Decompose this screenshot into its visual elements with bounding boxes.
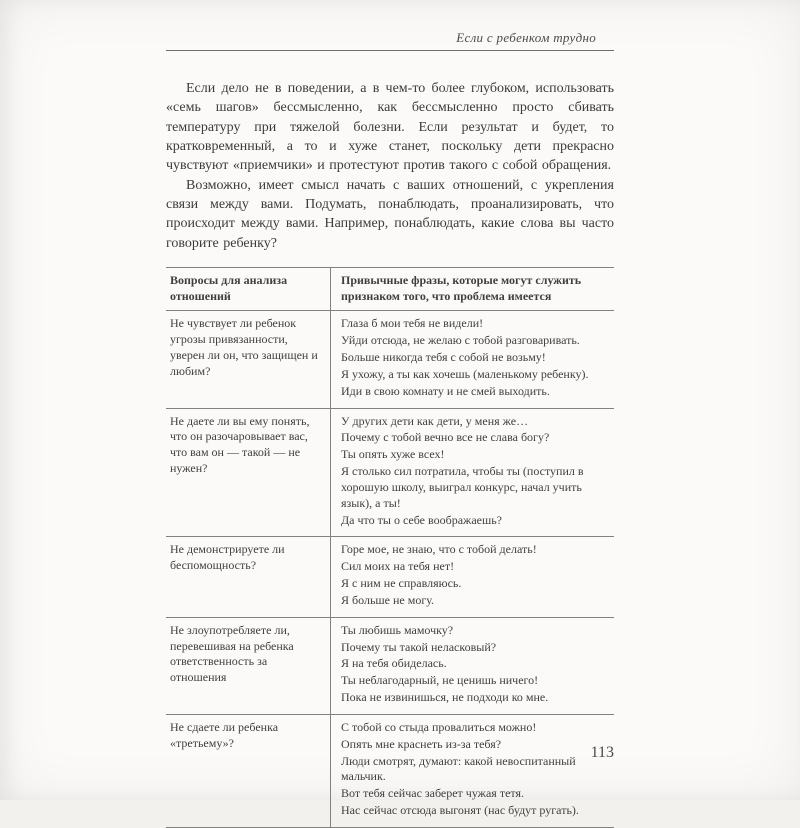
question-cell: Не демонстрируете ли беспомощность? — [166, 537, 331, 617]
phrase-line: Я ухожу, а ты как хочешь (маленькому ребенку). — [341, 366, 589, 381]
phrase-line: Да что ты о себе воображаешь? — [341, 512, 503, 527]
table-row — [166, 537, 614, 617]
phrase-line: Ты неблагодарный, не ценишь ничего! — [341, 673, 539, 688]
phrase-line: Ты любишь мамочку? — [341, 622, 454, 637]
phrase-line: Ты опять хуже всех! — [341, 447, 445, 462]
table-row — [166, 408, 614, 537]
phrase-line: Пока не извинишься, не подходи ко мне. — [341, 690, 549, 705]
phrase-line: Я столько сил потратила, чтобы ты (поступил в хорошую школу, выиграл конкурс, начал учить язык), а ты! — [341, 464, 584, 510]
question-cell: Не злоупотребляете ли, перевешивая на ребенка ответственность за отношения — [166, 617, 331, 714]
phrases-cell — [331, 311, 615, 408]
phrase-line: Почему ты такой неласковый? — [341, 639, 497, 654]
phrase-line: Я на тебя обиделась. — [341, 656, 447, 671]
phrases-cell — [331, 408, 615, 537]
phrase-line: У других дети как дети, у меня же… — [341, 413, 529, 428]
phrase-line: Уйди отсюда, не желаю с тобой разговаривать. — [341, 333, 580, 348]
page-number: 113 — [590, 744, 614, 761]
phrase-line: Нас сейчас отсюда выгонят (нас будут ругать). — [341, 803, 579, 817]
phrases-cell — [331, 617, 615, 714]
phrase-line: Глаза б мои тебя не видели! — [341, 316, 484, 331]
phrase-line: Почему с тобой вечно все не слава богу? — [341, 430, 550, 445]
table-header-phrases: Привычные фразы, которые могут служить признаком того, что проблема имеется — [331, 267, 615, 311]
phrase-line: Опять мне краснеть из-за тебя? — [341, 736, 502, 751]
question-cell: Не даете ли вы ему понять, что он разочаровывает вас, что вам он — такой — не нужен? — [166, 408, 331, 537]
phrase-line: Иди в свою комнату и не смей выходить. — [341, 383, 550, 398]
phrase-line: Сил моих на тебя нет! — [341, 559, 455, 574]
header-rule — [166, 50, 614, 51]
table-row — [166, 617, 614, 714]
phrase-line: Горе мое, не знаю, что с тобой делать! — [341, 542, 537, 557]
paragraph: Возможно, имеет смысл начать с ваших отношений, с укрепления связи между вами. Подумать, понаблюдать, проанализировать, что происходит между вами. Например, понаблюдать, какие слова вы часто говорите ребенку? — [166, 177, 614, 251]
phrases-cell — [331, 537, 615, 617]
paragraph: Если дело не в поведении, а в чем-то более глубоком, использовать «семь шагов» бессмысленно, как бессмысленно просто сбивать температуру при тяжелой болезни. Если результат и будет, то кратковременный, а то и хуже станет, поскольку дети прекрасно чувствуют «приемчики» и протестуют против такого с собой обращения. — [166, 81, 614, 174]
book-page — [166, 30, 614, 828]
table-header-row — [166, 267, 614, 311]
phrase-line: Люди смотрят, думают: какой невоспитанный мальчик. — [341, 753, 576, 784]
phrase-line: С тобой со стыда провалиться можно! — [341, 719, 537, 734]
phrase-line: Я с ним не справляюсь. — [341, 576, 462, 591]
phrase-line: Больше никогда тебя с собой не возьму! — [341, 350, 546, 365]
question-cell: Не чувствует ли ребенок угрозы привязанности, уверен ли он, что защищен и любим? — [166, 311, 331, 408]
question-cell: Не сдаете ли ребенка «третьему»? — [166, 714, 331, 827]
phrases-cell — [331, 714, 615, 827]
running-header: Если с ребенком трудно — [456, 30, 596, 45]
phrase-line: Вот тебя сейчас заберет чужая тетя. — [341, 786, 524, 801]
table-row — [166, 714, 614, 827]
table-row — [166, 311, 614, 408]
table-header-questions: Вопросы для анализа отношений — [166, 267, 331, 311]
phrase-line: Я больше не могу. — [341, 592, 435, 607]
